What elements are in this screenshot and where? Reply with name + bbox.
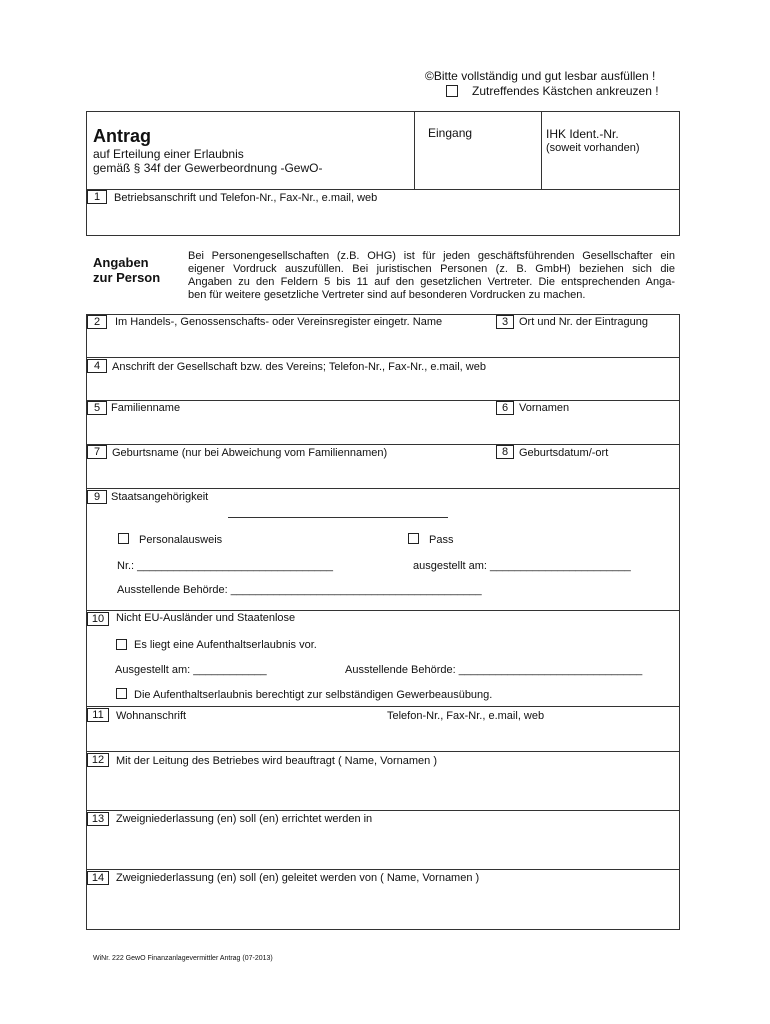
gewerbeausuebung-label: Die Aufenthaltserlaubnis berechtigt zur selbständigen Gewerbeausübung. (134, 689, 493, 701)
fill-notice: ©Bitte vollständig und gut lesbar ausfüllen ! (425, 69, 656, 83)
staatsangehoerigkeit-line[interactable] (228, 517, 448, 518)
field-7-label: Geburtsname (nur bei Abweichung vom Familiennamen) (112, 447, 388, 459)
angaben-text-3: Angaben zu den Feldern 5 bis 11 auf den gesetzlichen Vertreter. Die entsprechenden Anga- (188, 276, 675, 288)
field-number-3: 3 (496, 315, 514, 329)
ihk-ident-label: IHK Ident.-Nr. (546, 127, 619, 141)
field-number-5: 5 (87, 401, 107, 415)
field-12-label: Mit der Leitung des Betriebes wird beauftragt ( Name, Vornamen ) (116, 755, 437, 767)
personalausweis-checkbox[interactable] (118, 533, 129, 544)
register-name-field[interactable] (88, 331, 494, 357)
wohnanschrift-field[interactable] (88, 724, 678, 750)
eingang-label: Eingang (428, 126, 473, 140)
zweigniederlassung-ort-field[interactable] (88, 828, 678, 868)
sample-checkbox (446, 85, 458, 97)
field-number-4: 4 (87, 359, 107, 373)
field-number-9: 9 (87, 490, 107, 504)
field-6-label: Vornamen (519, 402, 570, 414)
angaben-text-1: Bei Personengesellschaften (z.B. OHG) ist für jeden geschäftsführenden Gesellschafter ein (188, 250, 675, 262)
field-number-1: 1 (87, 190, 107, 204)
checkbox-notice: Zutreffendes Kästchen ankreuzen ! (472, 84, 659, 98)
aufenthaltserlaubnis-checkbox[interactable] (116, 639, 127, 650)
eingang-field[interactable] (416, 145, 539, 188)
field-13-label: Zweigniederlassung (en) soll (en) errichtet werden in (116, 813, 373, 825)
field-number-14: 14 (87, 871, 109, 885)
aufenthalt-behoerde-field[interactable]: Ausstellende Behörde: ______________________________ (345, 664, 643, 676)
gewerbeausuebung-checkbox[interactable] (116, 688, 127, 699)
betriebsanschrift-field[interactable] (88, 206, 678, 234)
field-11-label-contact: Telefon-Nr., Fax-Nr., e.mail, web (387, 710, 545, 722)
field-number-2: 2 (87, 315, 107, 329)
leitung-field[interactable] (88, 769, 678, 809)
field-number-13: 13 (87, 812, 109, 826)
field-11-label: Wohnanschrift (116, 710, 187, 722)
familienname-field[interactable] (88, 417, 494, 443)
field-14-label: Zweigniederlassung (en) soll (en) geleitet werden von ( Name, Vornamen ) (116, 872, 480, 884)
geburtsdatum-field[interactable] (496, 461, 678, 487)
aufenthaltserlaubnis-label: Es liegt eine Aufenthaltserlaubnis vor. (134, 639, 317, 651)
ausweis-nr-field[interactable]: Nr.: ________________________________ (117, 560, 333, 572)
field-9-label: Staatsangehörigkeit (111, 491, 209, 503)
field-8-label: Geburtsdatum/-ort (519, 447, 609, 459)
field-number-7: 7 (87, 445, 107, 459)
ihk-ident-sublabel: (soweit vorhanden) (546, 142, 640, 154)
field-10-label: Nicht EU-Ausländer und Staatenlose (116, 612, 296, 624)
eintragung-field[interactable] (496, 331, 678, 357)
personalausweis-label: Personalausweis (139, 534, 223, 546)
footer-form-id: WiNr. 222 GewO Finanzanlagevermittler Antrag (07-2013) (93, 955, 273, 962)
ausweis-behoerde-field[interactable]: Ausstellende Behörde: _________________________________________ (117, 584, 482, 596)
field-number-8: 8 (496, 445, 514, 459)
gesellschaft-anschrift-field[interactable] (88, 375, 678, 399)
field-number-10: 10 (87, 612, 109, 626)
field-3-label: Ort und Nr. der Eintragung (519, 316, 649, 328)
field-5-label: Familienname (111, 402, 181, 414)
geburtsname-field[interactable] (88, 461, 494, 487)
angaben-heading-1: Angaben (93, 255, 149, 270)
ausweis-ausgestellt-field[interactable]: ausgestellt am: _______________________ (413, 560, 631, 572)
field-2-label: Im Handels-, Genossenschafts- oder Vereinsregister eingetr. Name (115, 316, 443, 328)
field-1-label: Betriebsanschrift und Telefon-Nr., Fax-Nr., e.mail, web (114, 192, 378, 204)
ihk-ident-field[interactable] (543, 158, 678, 188)
field-number-12: 12 (87, 753, 109, 767)
aufenthalt-ausgestellt-field[interactable]: Ausgestellt am: ____________ (115, 664, 267, 676)
zweigniederlassung-leitung-field[interactable] (88, 887, 678, 928)
field-number-6: 6 (496, 401, 514, 415)
angaben-text-2: eigener Vordruck auszufüllen. Bei juristischen Personen (z. B. GmbH) beziehen sich die (188, 263, 675, 275)
field-number-11: 11 (87, 708, 109, 722)
angaben-text-4: ben für weitere gesetzliche Vertreter sind auf besonderen Vordrucken zu machen. (188, 289, 586, 301)
pass-label: Pass (429, 534, 454, 546)
form-title: Antrag (93, 126, 151, 146)
vornamen-field[interactable] (496, 417, 678, 443)
field-4-label: Anschrift der Gesellschaft bzw. des Vereins; Telefon-Nr., Fax-Nr., e.mail, web (112, 361, 486, 373)
form-subtitle-2: gemäß § 34f der Gewerbeordnung -GewO- (93, 161, 323, 175)
form-subtitle-1: auf Erteilung einer Erlaubnis (93, 147, 244, 161)
angaben-heading-2: zur Person (93, 270, 161, 285)
pass-checkbox[interactable] (408, 533, 419, 544)
